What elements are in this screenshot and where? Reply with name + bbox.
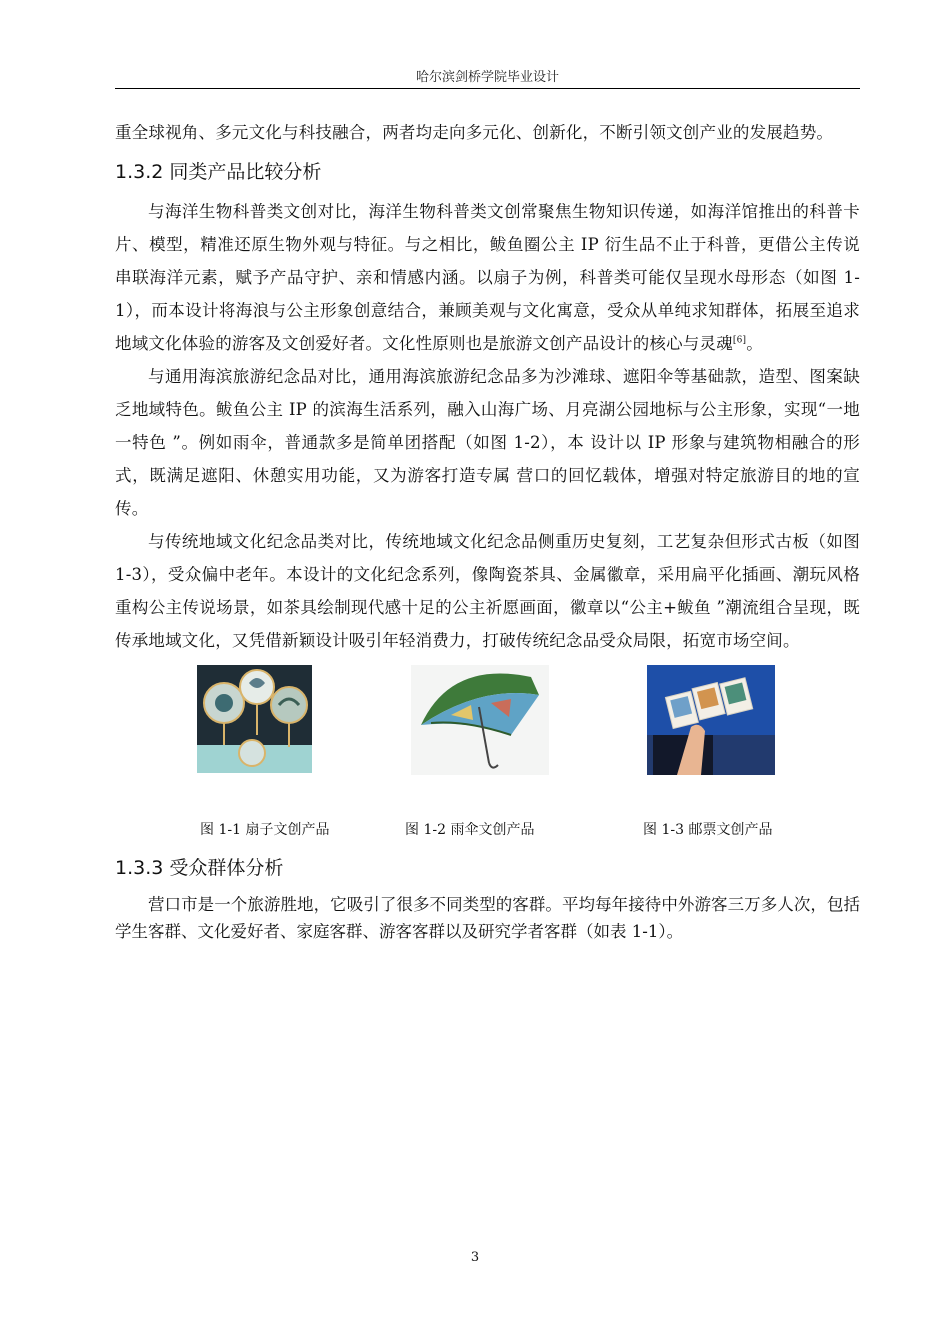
umbrella-product-photo-icon [411, 665, 549, 775]
figure-row [115, 665, 860, 845]
citation-reference[interactable]: [6] [732, 335, 747, 346]
comparison-paragraph-marine-end: 。 [746, 334, 763, 353]
comparison-paragraph-marine-text: 与海洋生物科普类文创对比，海洋生物科普类文创常聚焦生物知识传递，如海洋馆推出的科普卡片、模型，精准还原生物外观与特征。与之相比，鲅鱼圈公主 IP 衍生品不止于科普，更借公主传说串联海洋元素，赋予产品守护、亲和情感内涵。以扇子为例，科普类可能仅呈现水母形态（如图 1-1），而本设计将海浪与公主形象创意结合，兼顾美观与文化寓意，受众从单纯求知群体，拓展至追求地域文化体验的游客及文创爱好者。文化性原则也是旅游文创产品设计的核心与灵魂 [115, 202, 860, 353]
intro-continuation-paragraph: 重全球视角、多元文化与科技融合，两者均走向多元化、创新化，不断引领文创产业的发展趋势。 [115, 123, 834, 142]
figure-caption: 图 1-2 雨伞文创产品 [405, 822, 535, 838]
page-number: 3 [470, 1250, 480, 1265]
page-header: 哈尔滨剑桥学院毕业设计 [415, 70, 559, 85]
figure-1-2 [405, 665, 549, 838]
comparison-paragraph-traditional: 与传统地域文化纪念品类对比，传统地域文化纪念品侧重历史复刻，工艺复杂但形式古板（如图 1-3），受众偏中老年。本设计的文化纪念系列，像陶瓷茶具、金属徽章，采用扁平化插画、潮玩风格重构公主传说场景，如茶具绘制现代感十足的公主祈愿画面，徽章以“公主+鲅鱼 ”潮流组合呈现，既传承地域文化，又凭借新颖设计吸引年轻消费力，打破传统纪念品受众局限，拓宽市场空间。 [115, 532, 860, 650]
comparison-paragraph-seaside: 与通用海滨旅游纪念品对比，通用海滨旅游纪念品多为沙滩球、遮阳伞等基础款，造型、图案缺乏地域特色。鲅鱼公主 IP 的滨海生活系列，融入山海广场、月亮湖公园地标与公主形象，实现“一地一特色 ”。例如雨伞，普通款多是简单团搭配（如图 1-2），本 设计以 IP 形象与建筑物相融合的形式，既满足遮阳、休憩实用功能，又为游客打造专属 营口的回忆载体，增强对特定旅游目的地的宣传。 [115, 367, 860, 518]
figure-1-1 [197, 665, 330, 838]
fan-product-photo-icon [197, 665, 312, 773]
comparison-paragraph-marine [115, 195, 860, 360]
header-divider [115, 88, 860, 89]
figure-1-3 [643, 665, 775, 838]
figure-caption: 图 1-1 扇子文创产品 [200, 822, 330, 838]
stamp-product-photo-icon [647, 665, 775, 775]
figure-caption: 图 1-3 邮票文创产品 [643, 822, 773, 838]
section-heading-1-3-3: 1.3.3 受众群体分析 [115, 857, 284, 879]
document-body [115, 116, 860, 945]
section-heading-1-3-2: 1.3.2 同类产品比较分析 [115, 161, 322, 183]
audience-paragraph: 营口市是一个旅游胜地，它吸引了很多不同类型的客群。平均每年接待中外游客三万多人次，包括学生客群、文化爱好者、家庭客群、游客客群以及研究学者客群（如表 1-1）。 [115, 895, 860, 941]
